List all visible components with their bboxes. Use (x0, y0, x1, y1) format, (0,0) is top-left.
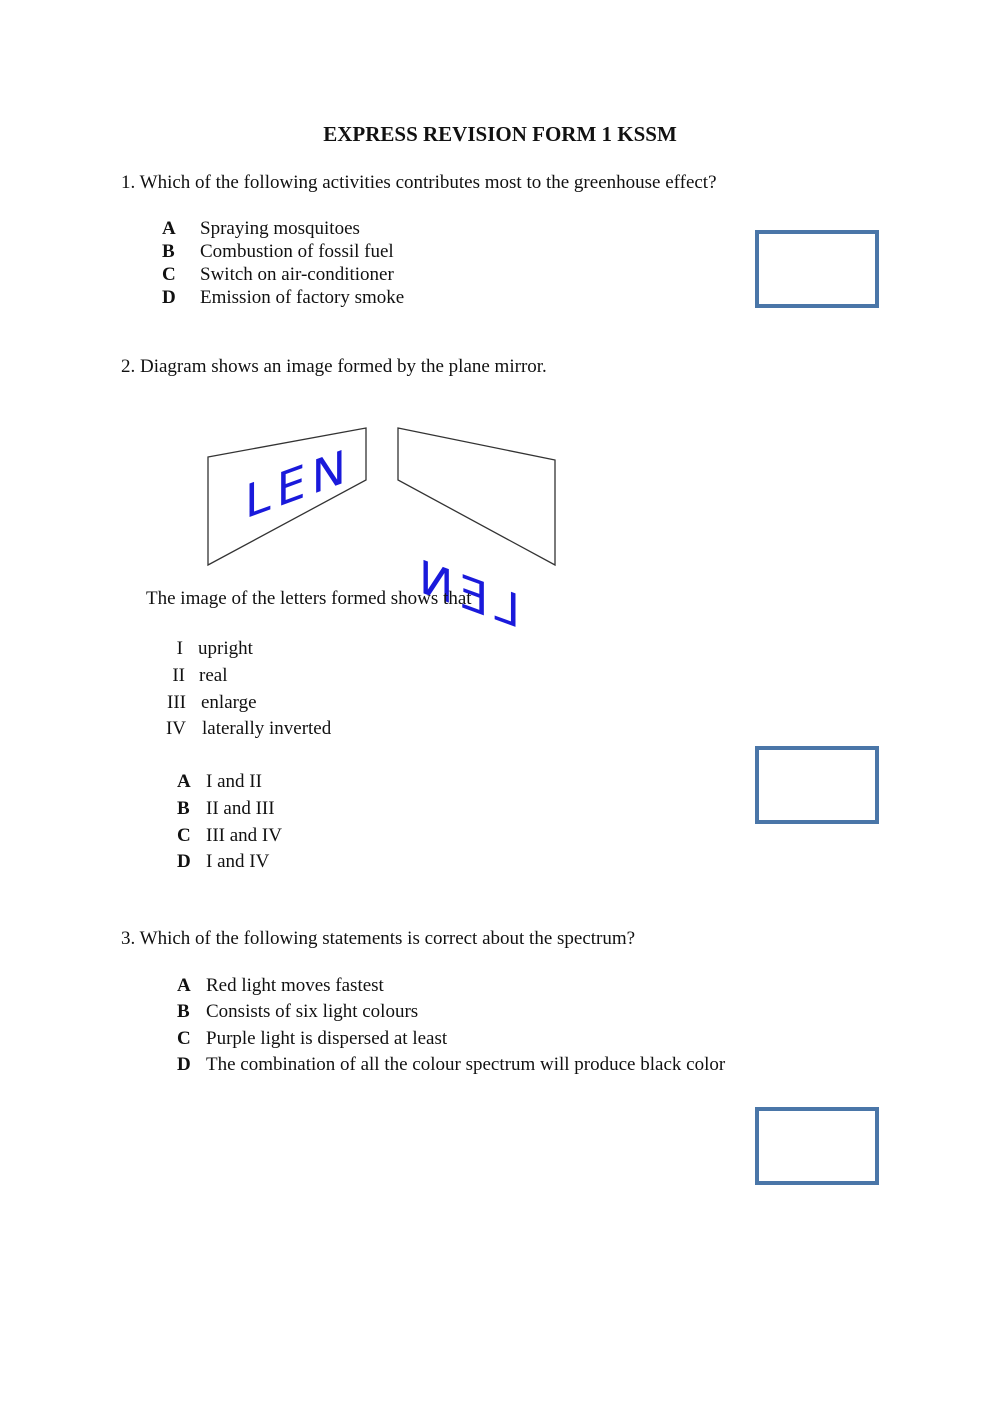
option-letter: B (177, 1001, 190, 1022)
image-letters: LEN (412, 547, 520, 641)
option-letter: A (177, 771, 191, 792)
option-letter: D (177, 851, 191, 872)
option-letter: D (162, 287, 176, 308)
statement-text: upright (198, 638, 253, 659)
answer-box-q3[interactable] (755, 1107, 879, 1185)
question-2-text: 2. Diagram shows an image formed by the plane mirror. (121, 356, 547, 377)
option-text: Red light moves fastest (206, 975, 384, 996)
option-letter: A (162, 218, 176, 239)
option-letter: A (177, 975, 191, 996)
statement-text: laterally inverted (202, 718, 332, 739)
statement-text: enlarge (201, 692, 257, 713)
object-letters: LEN (245, 438, 353, 531)
option-text: Purple light is dispersed at least (206, 1028, 448, 1049)
option-letter: C (177, 825, 191, 846)
statement-num: II (172, 665, 185, 686)
option-text: II and III (206, 798, 275, 819)
option-text: Combustion of fossil fuel (200, 241, 394, 262)
object-panel (208, 428, 366, 565)
option-letter: B (162, 241, 175, 262)
option-text: The combination of all the colour spectrum will produce black color (206, 1054, 726, 1075)
option-text: Switch on air-conditioner (200, 264, 394, 285)
question-3-text: 3. Which of the following statements is correct about the spectrum? (121, 928, 636, 949)
option-text: Spraying mosquitoes (200, 218, 360, 239)
question-2-stem: The image of the letters formed shows that (146, 588, 472, 609)
option-letter: D (177, 1054, 191, 1075)
option-text: I and II (206, 771, 262, 792)
option-text: I and IV (206, 851, 270, 872)
option-text: Emission of factory smoke (200, 287, 405, 308)
option-letter: C (162, 264, 176, 285)
statement-text: real (199, 665, 228, 686)
option-text: III and IV (206, 825, 282, 846)
page-title: EXPRESS REVISION FORM 1 KSSM (323, 122, 677, 146)
answer-box-q1[interactable] (755, 230, 879, 308)
option-letter: C (177, 1028, 191, 1049)
option-text: Consists of six light colours (206, 1001, 419, 1022)
option-letter: B (177, 798, 190, 819)
answer-box-q2[interactable] (755, 746, 879, 824)
question-1-text: 1. Which of the following activities contributes most to the greenhouse effect? (121, 172, 717, 193)
statement-num: III (167, 692, 186, 713)
statement-num: I (176, 638, 183, 659)
statement-num: IV (165, 718, 186, 739)
